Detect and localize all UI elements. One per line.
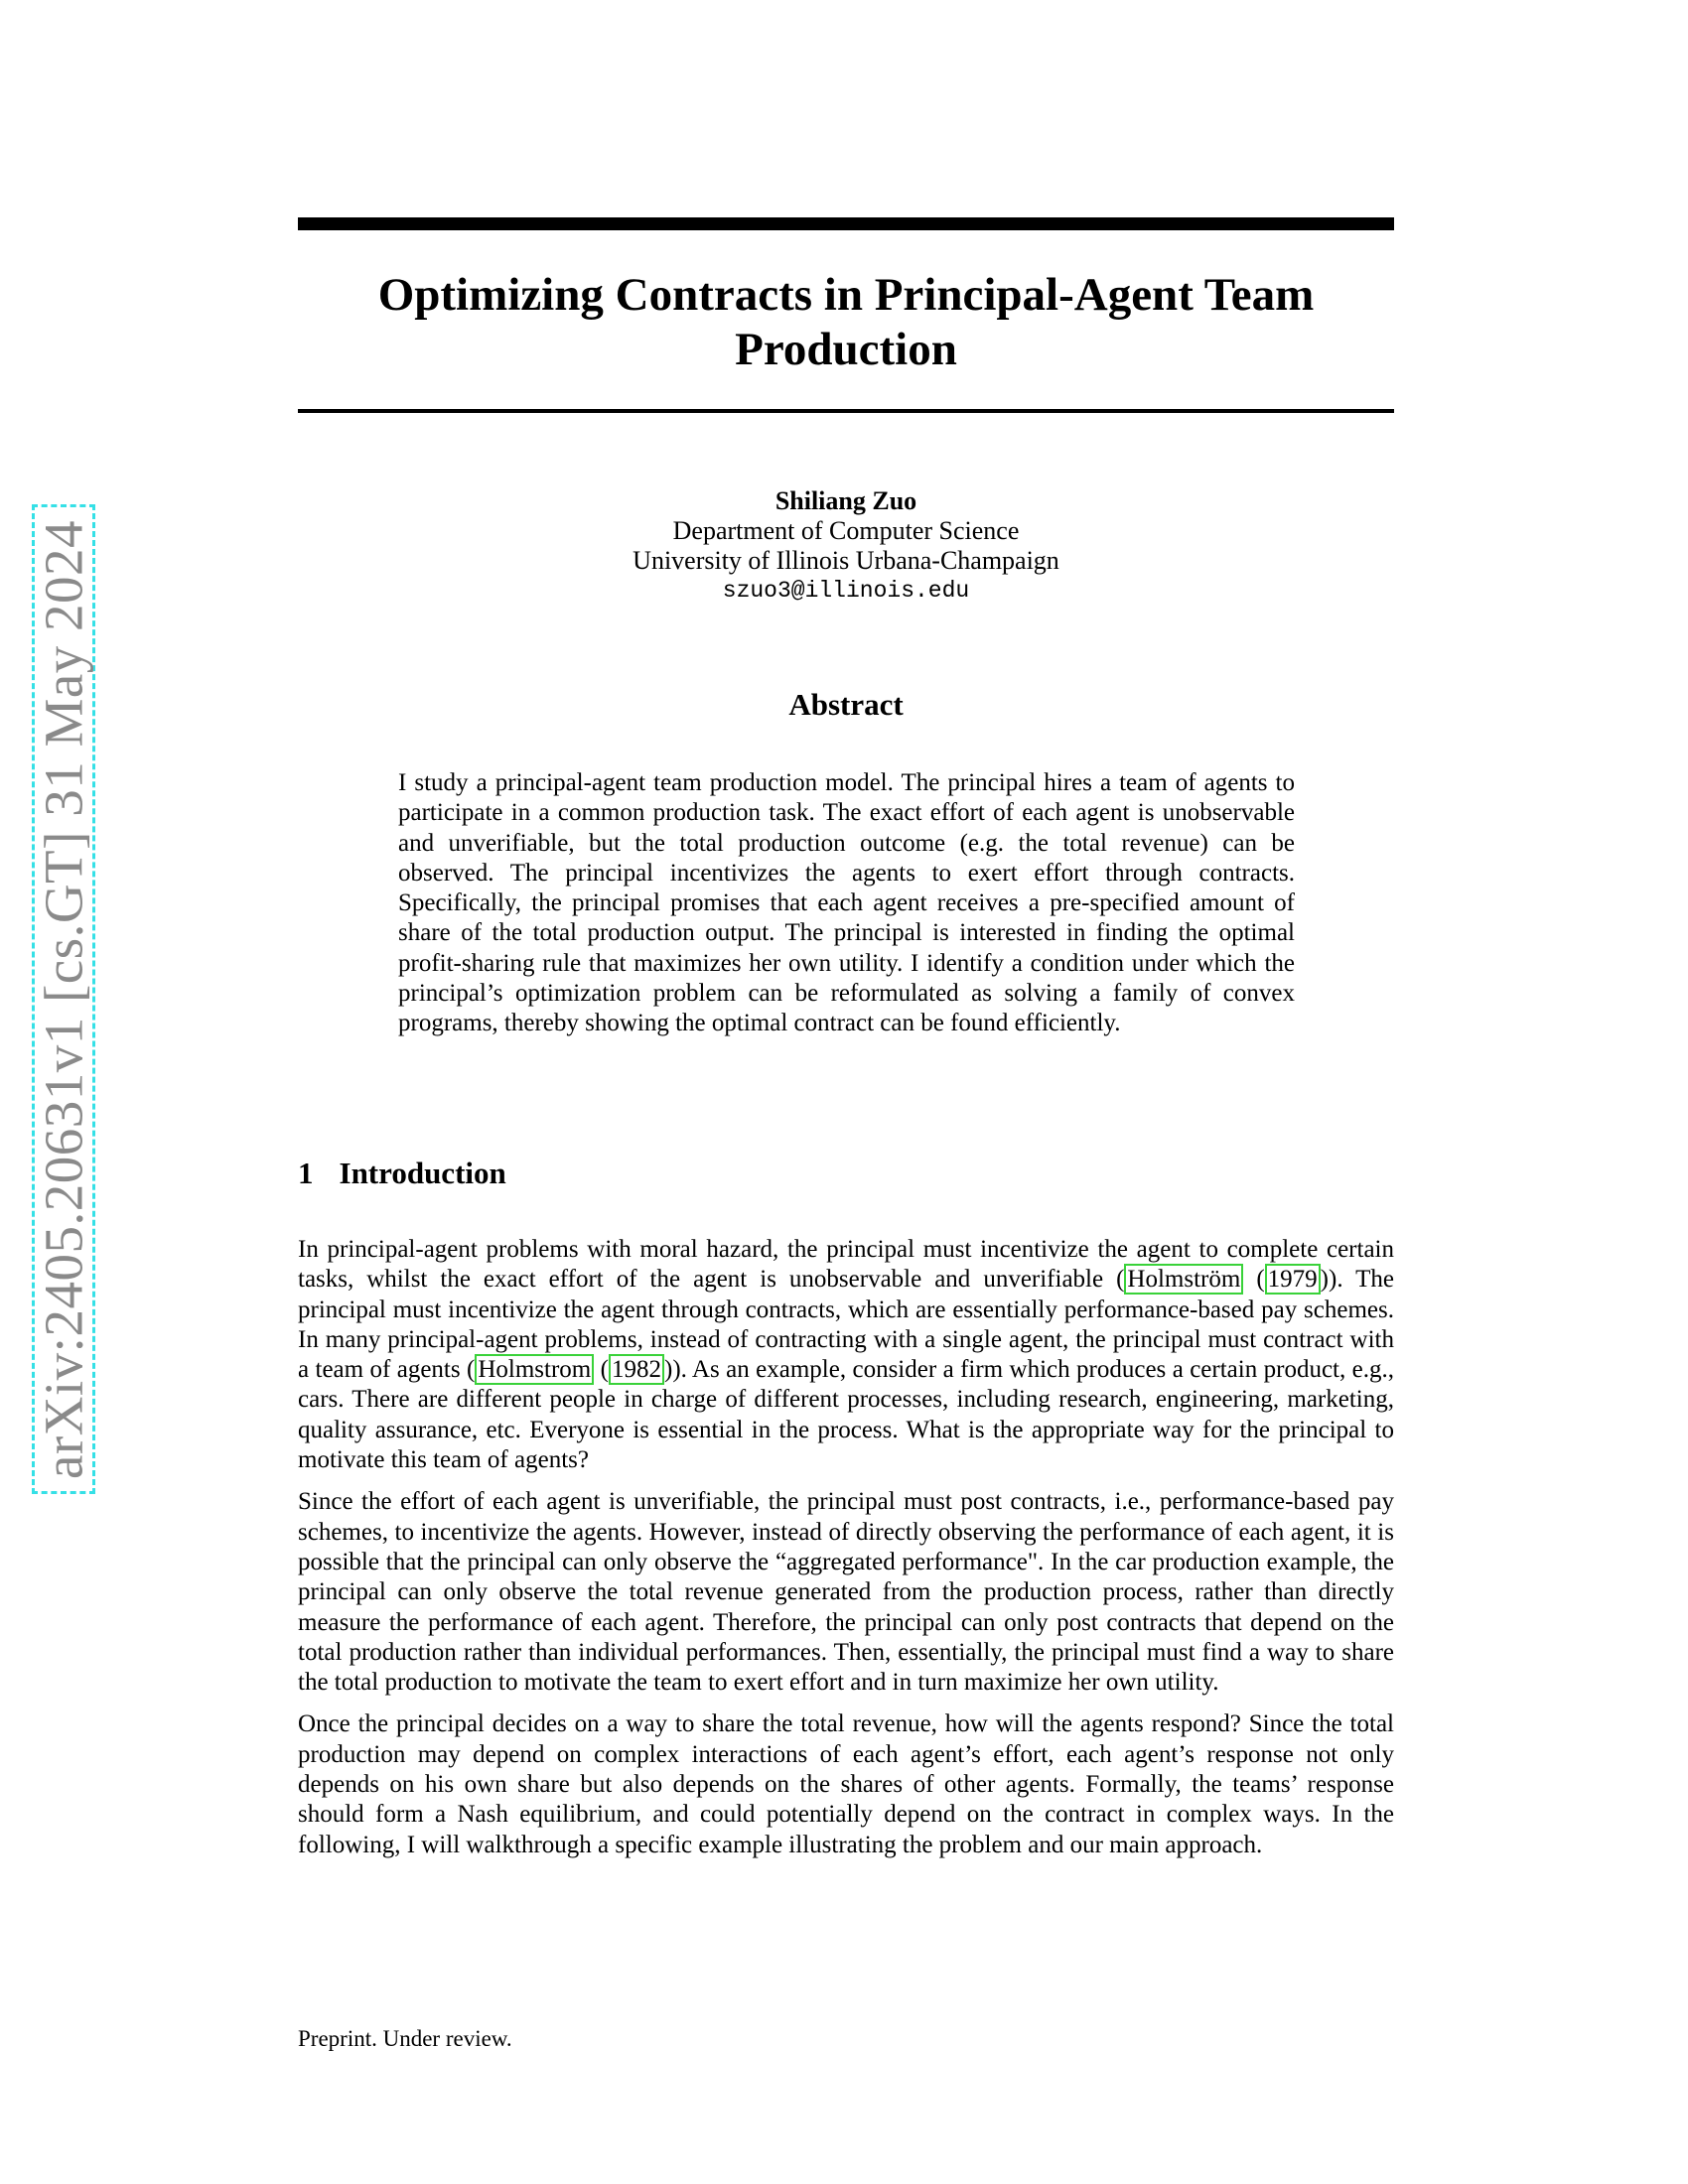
arxiv-stamp[interactable] — [32, 504, 95, 1494]
section-number: 1 — [298, 1156, 314, 1190]
intro-paragraph-2: Since the effort of each agent is unverifiable, the principal must post contracts, i.e., performance-based pay schemes, to incentivize the agents. However, instead of directly observing the performance of each agent, it is possible that the principal can only observe the “aggregated performance". In the car production example, the principal can only observe the total revenue generated from the production process, rather than directly measure the performance of each agent. Therefore, the principal can only post contracts that depend on the total production rather than individual performances. Then, essentially, the principal must find a way to share the total production to motivate the team to exert effort and in turn maximize her own utility. — [298, 1488, 1394, 1697]
intro-p1-text-e: )). As an example, consider a firm which produces a certain product, e.g., cars. There are different people in charge of different processes, including research, engineering, marketing, quality assurance, etc. Everyone is essential in the process. What is the appropriate way for the principal to motivate this team of agents? — [298, 1356, 1394, 1474]
intro-p1-text-a: In principal-agent problems with moral hazard, the principal must incentivize the agent to complete certain tasks, whilst the exact effort of the agent is unobservable and unverifiable ( — [298, 1236, 1394, 1294]
section-heading-introduction — [298, 1156, 506, 1191]
author-department: Department of Computer Science — [672, 516, 1020, 545]
intro-p1-text-b: ( — [1243, 1266, 1265, 1294]
citation-holmstrom-1982-author[interactable]: Holmstrom — [475, 1354, 594, 1385]
title-rule-top — [298, 217, 1394, 230]
section-title: Introduction — [339, 1156, 506, 1190]
title-rule-bottom — [298, 409, 1394, 413]
arxiv-stamp-text: arXiv:2405.20631v1 [cs.GT] 31 May 2024 — [33, 519, 94, 1479]
citation-holmstrom-1982-year[interactable]: 1982 — [609, 1354, 664, 1385]
citation-holmstrom-1979-author[interactable]: Holmström — [1124, 1264, 1243, 1295]
intro-paragraph-1 — [298, 1235, 1394, 1475]
paper-title: Optimizing Contracts in Principal-Agent Team Production — [377, 269, 1315, 375]
abstract-text: I study a principal-agent team production model. The principal hires a team of agents to participate in a common production task. The exact effort of each agent is unobservable and unverifiable, but the total production outcome (e.g. the total revenue) can be observed. The principal incentivizes the agents to exert effort through contracts. Specifically, the principal promises that each agent receives a pre-specified amount of share of the total production output. The principal is interested in finding the optimal profit-sharing rule that maximizes her own utility. I identify a condition under which the principal’s optimization problem can be reformulated as solving a family of convex programs, thereby showing the optimal contract can be found efficiently. — [398, 769, 1295, 1037]
abstract-heading: Abstract — [788, 687, 904, 722]
author-university: University of Illinois Urbana-Champaign — [633, 546, 1059, 575]
intro-paragraph-3: Once the principal decides on a way to share the total revenue, how will the agents respond? Since the total production may depend on complex interactions of each agent’s effort, each agent’s response not only depends on his own share but also depends on the shares of other agents. Formally, the teams’ response should form a Nash equilibrium, and could potentially depend on the contract in complex ways. In the following, I will walkthrough a specific example illustrating the problem and our main approach. — [298, 1710, 1394, 1858]
introduction-body — [298, 1235, 1394, 1872]
citation-holmstrom-1979-year[interactable]: 1979 — [1265, 1264, 1321, 1295]
intro-p1-text-d: ( — [594, 1356, 609, 1384]
author-block — [298, 486, 1394, 606]
author-name: Shiliang Zuo — [774, 486, 917, 515]
author-email[interactable]: szuo3@illinois.edu — [722, 578, 970, 604]
footer-note: Preprint. Under review. — [298, 2026, 512, 2051]
intro-p1-text-c: )). The principal must incentivize the agent through contracts, which are essentially performance-based pay schemes. In many principal-agent problems, instead of contracting with a single agent, the principal must contract with a team of agents ( — [298, 1266, 1394, 1384]
